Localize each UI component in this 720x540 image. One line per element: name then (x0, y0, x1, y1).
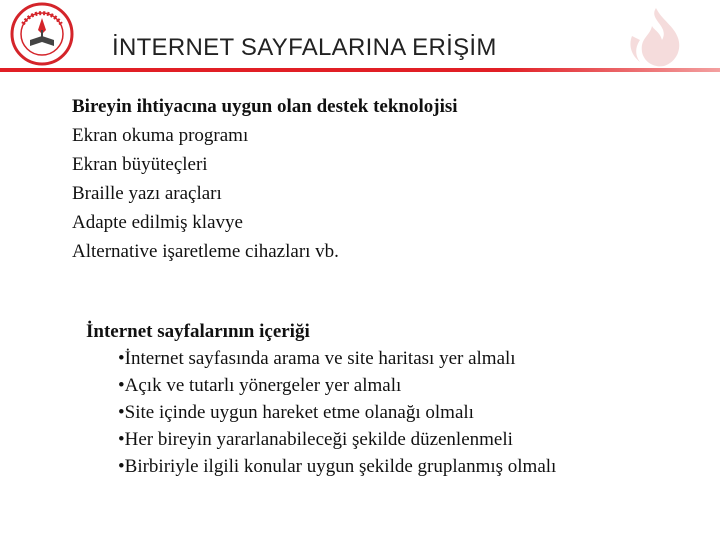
bullet-item: •Site içinde uygun hareket etme olanağı olmalı (118, 402, 474, 423)
meb-emblem-icon (10, 2, 74, 66)
flame-icon (618, 6, 688, 70)
bullet-item: •Birbiriyle ilgili konular uygun şekilde gruplanmış olmalı (118, 456, 557, 477)
web-content-section (86, 318, 556, 480)
slide-header (0, 0, 720, 72)
page-title: İNTERNET SAYFALARINA ERİŞİM (112, 34, 497, 61)
list-item: Adapte edilmiş klavye (72, 212, 243, 233)
header-accent-bar (0, 68, 720, 72)
list-item: Alternative işaretleme cihazları vb. (72, 241, 339, 262)
list-item: Ekran okuma programı (72, 125, 249, 146)
section-heading: Bireyin ihtiyacına uygun olan destek teknolojisi (72, 96, 458, 117)
bullet-item: •Her bireyin yararlanabileceği şekilde düzenlenmeli (118, 429, 513, 450)
list-item: Ekran büyüteçleri (72, 154, 208, 175)
assistive-technology-section (72, 92, 458, 266)
bullet-item: •Açık ve tutarlı yönergeler yer almalı (118, 375, 402, 396)
bullet-item: •İnternet sayfasında arama ve site haritası yer almalı (118, 348, 516, 369)
list-item: Braille yazı araçları (72, 183, 222, 204)
section-heading: İnternet sayfalarının içeriği (86, 321, 310, 342)
